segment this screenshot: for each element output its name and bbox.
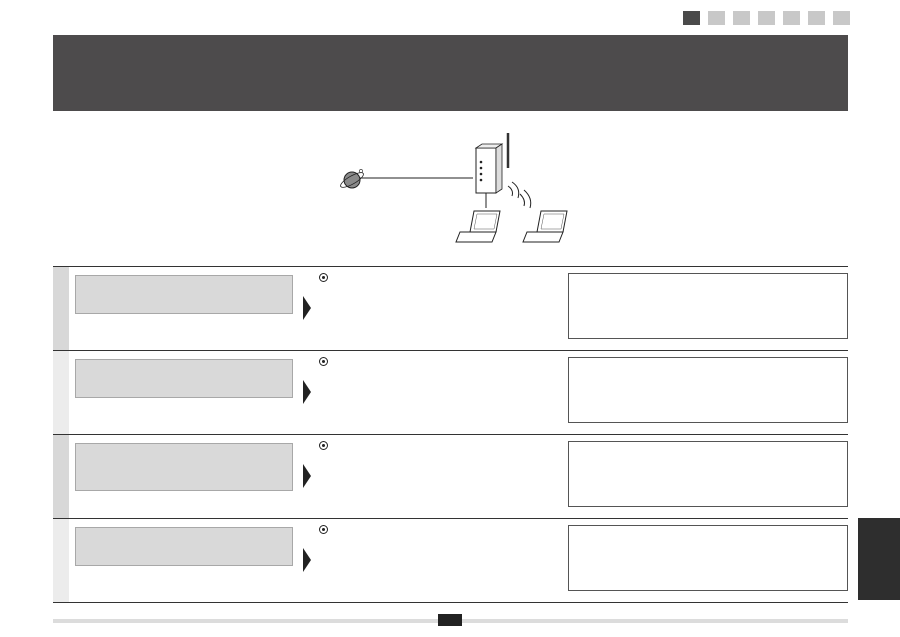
- setting-box: [75, 359, 293, 398]
- wireless-router-icon: [476, 133, 508, 193]
- laptop-icon: [456, 211, 500, 242]
- wireless-signal-icon: [508, 182, 531, 208]
- arrow-right-icon: [303, 296, 311, 320]
- result-box: [568, 441, 848, 507]
- reference-icon: [319, 357, 328, 366]
- internet-globe-icon: [339, 169, 366, 190]
- step-progress: [683, 11, 850, 25]
- progress-step-4: [758, 11, 775, 25]
- arrow-right-icon: [303, 380, 311, 404]
- progress-step-1: [683, 11, 700, 25]
- row-sidebar: [53, 435, 69, 518]
- arrow-right-icon: [303, 464, 311, 488]
- header-banner: [53, 35, 848, 111]
- bottom-divider: [53, 602, 848, 603]
- row-sidebar: [53, 519, 69, 602]
- step-row-1: [53, 266, 848, 350]
- progress-step-5: [783, 11, 800, 25]
- result-box: [568, 525, 848, 591]
- progress-step-7: [833, 11, 850, 25]
- step-row-4: [53, 518, 848, 602]
- laptop-icon: [523, 211, 567, 242]
- setting-box: [75, 275, 293, 314]
- setting-box: [75, 443, 293, 491]
- progress-step-2: [708, 11, 725, 25]
- page-number-tab: [438, 614, 462, 626]
- setting-box: [75, 527, 293, 566]
- row-sidebar: [53, 267, 69, 350]
- result-box: [568, 357, 848, 423]
- language-side-tab: [858, 518, 900, 600]
- step-row-3: [53, 434, 848, 518]
- reference-icon: [319, 525, 328, 534]
- reference-icon: [319, 273, 328, 282]
- reference-icon: [319, 441, 328, 450]
- network-diagram: [330, 128, 590, 250]
- progress-step-6: [808, 11, 825, 25]
- arrow-right-icon: [303, 548, 311, 572]
- step-row-2: [53, 350, 848, 434]
- result-box: [568, 273, 848, 339]
- row-sidebar: [53, 351, 69, 434]
- progress-step-3: [733, 11, 750, 25]
